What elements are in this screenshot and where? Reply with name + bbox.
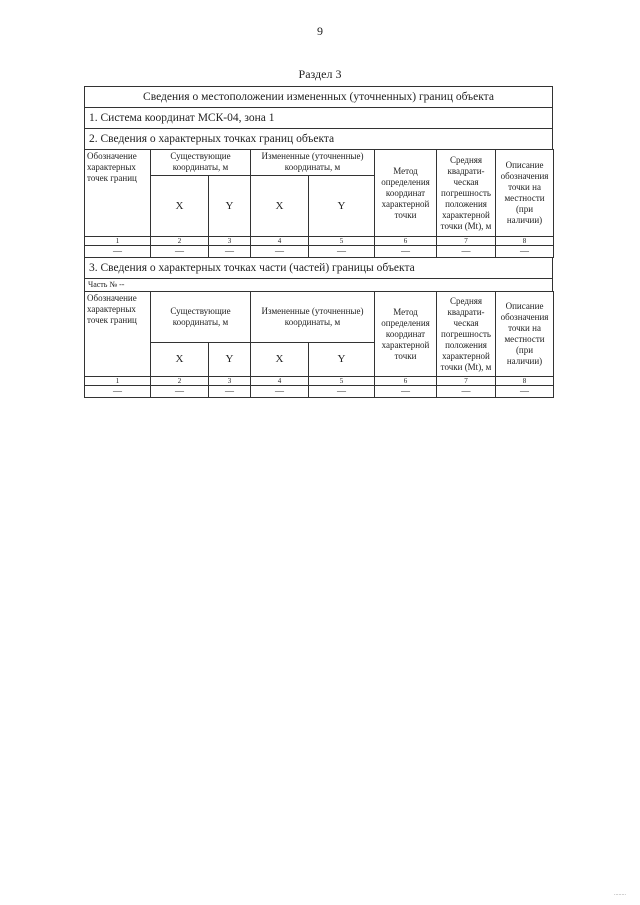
column-number: 1 [85, 377, 151, 386]
header-changed-y: Y [309, 342, 375, 376]
table-row [85, 246, 554, 258]
column-number: 3 [209, 377, 251, 386]
header-existing-coords: Существующие координаты, м [151, 150, 251, 176]
column-number: 8 [496, 377, 554, 386]
page-number: 9 [317, 24, 323, 38]
table-cell: — [85, 246, 151, 258]
table-row [85, 386, 554, 398]
column-number: 3 [209, 237, 251, 246]
header-existing-x: X [151, 176, 209, 237]
coordinate-system: 1. Система координат МСК-04, зона 1 [84, 107, 553, 128]
header-existing-x: X [151, 342, 209, 376]
boundaries-sheet [84, 86, 553, 398]
table-cell: — [251, 246, 309, 258]
header-existing-coords: Существующие координаты, м [151, 292, 251, 343]
boundary-points-table [84, 149, 554, 258]
header-description: Описание обозначения точки на местности (при наличии) [496, 292, 554, 377]
header-changed-coords: Измененные (уточненные) координаты, м [251, 292, 375, 343]
column-number: 6 [375, 237, 437, 246]
part-number-label: Часть № -- [84, 278, 553, 291]
sheet-heading: Сведения о местоположении измененных (уточненных) границ объекта [84, 86, 553, 107]
column-number: 2 [151, 237, 209, 246]
table-cell: — [375, 246, 437, 258]
table2-title: 3. Сведения о характерных точках части (частей) границы объекта [84, 258, 553, 278]
table-cell: — [309, 386, 375, 398]
column-number: 6 [375, 377, 437, 386]
header-method: Метод определения координат характерной точки [375, 292, 437, 377]
part-points-table [84, 291, 554, 398]
header-description: Описание обозначения точки на местности (при наличии) [496, 150, 554, 237]
header-designation: Обозначение характерных точек границ [85, 150, 151, 237]
header-existing-y: Y [209, 342, 251, 376]
table-cell: — [209, 246, 251, 258]
column-numbers-row [85, 377, 554, 386]
table-cell: — [496, 386, 554, 398]
column-number: 8 [496, 237, 554, 246]
table-cell: — [85, 386, 151, 398]
header-changed-x: X [251, 342, 309, 376]
header-changed-x: X [251, 176, 309, 237]
table-cell: — [496, 246, 554, 258]
table1-title: 2. Сведения о характерных точках границ объекта [84, 128, 553, 149]
column-number: 4 [251, 237, 309, 246]
table-cell: — [437, 386, 496, 398]
column-number: 5 [309, 237, 375, 246]
table-cell: — [251, 386, 309, 398]
header-error: Средняя квадрати-ческая погрешность положения характерной точки (Mt), м [437, 150, 496, 237]
table-cell: — [209, 386, 251, 398]
table-cell: — [151, 386, 209, 398]
section-title: Раздел 3 [298, 67, 342, 81]
column-number: 1 [85, 237, 151, 246]
header-changed-coords: Измененные (уточненные) координаты, м [251, 150, 375, 176]
header-method: Метод определения координат характерной точки [375, 150, 437, 237]
table-cell: — [309, 246, 375, 258]
header-changed-y: Y [309, 176, 375, 237]
header-error: Средняя квадрати-ческая погрешность положения характерной точки (Mt), м [437, 292, 496, 377]
column-number: 7 [437, 237, 496, 246]
header-designation: Обозначение характерных точек границ [85, 292, 151, 377]
table-cell: — [437, 246, 496, 258]
column-numbers-row [85, 237, 554, 246]
column-number: 5 [309, 377, 375, 386]
corner-mark: ........ [614, 891, 626, 897]
table-cell: — [375, 386, 437, 398]
table-cell: — [151, 246, 209, 258]
column-number: 2 [151, 377, 209, 386]
column-number: 7 [437, 377, 496, 386]
header-existing-y: Y [209, 176, 251, 237]
column-number: 4 [251, 377, 309, 386]
